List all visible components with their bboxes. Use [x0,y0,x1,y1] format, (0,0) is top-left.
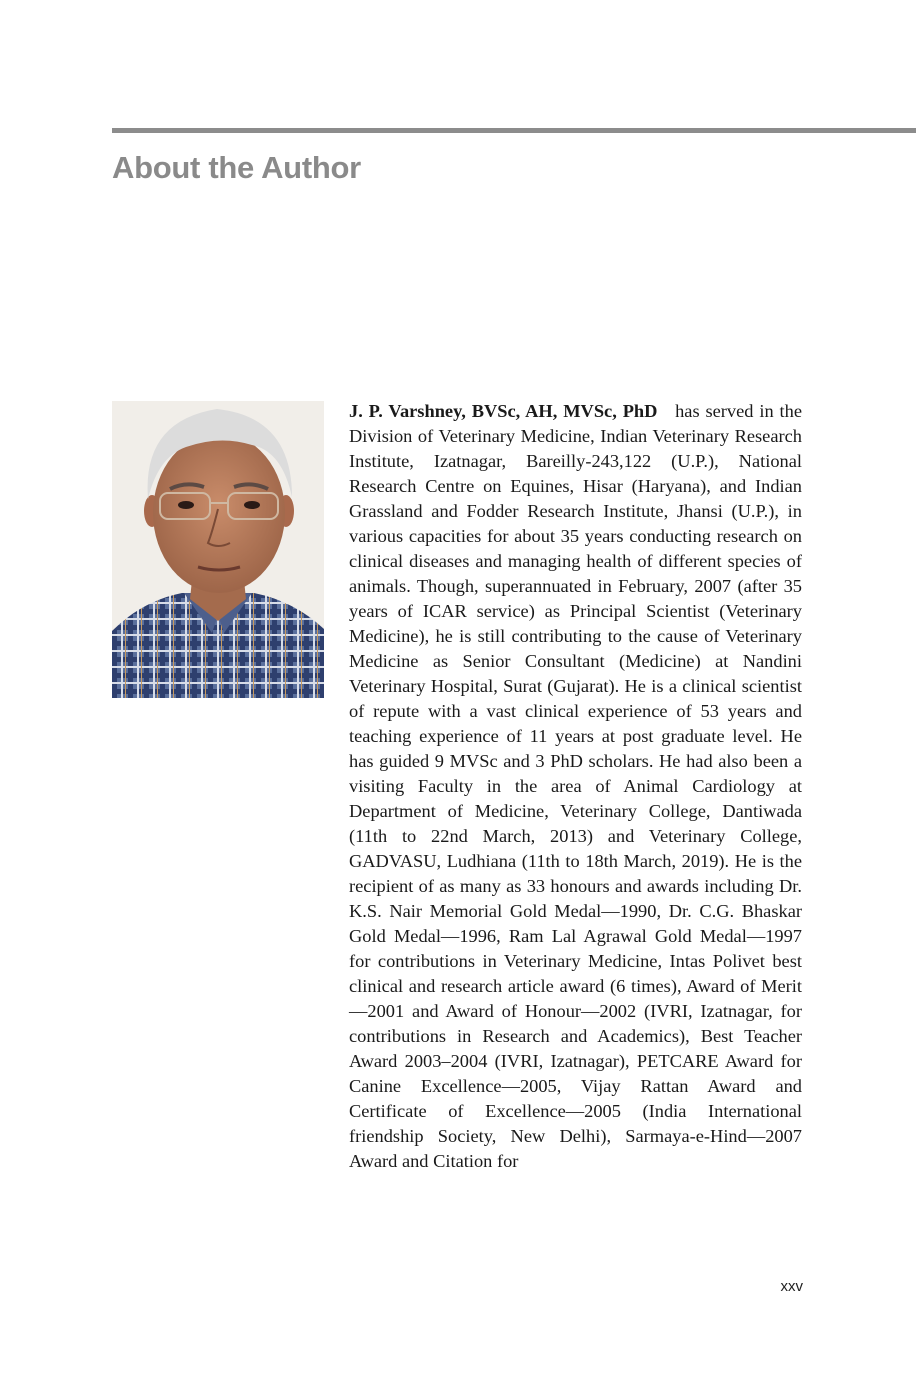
header-rule [112,128,916,133]
author-bio [349,399,802,1174]
page-title: About the Author [112,150,361,185]
page-number: xxv [780,1278,803,1295]
author-bio-text: has served in the Division of Veterinary Medicine, Indian Veterinary Research Institute, Izatnagar, Bareilly-243,122 (U.P.), National Research Centre on Equines, Hisar (Haryana), and Indian Grassland and Fodder Research Institute, Jhansi (U.P.), in various capacities for about 35 years conducting research on clinical diseases and managing health of different species of animals. Though, superannuated in February, 2007 (after 35 years of ICAR service) as Principal Scientist (Veterinary Medicine), he is still contributing to the cause of Veterinary Medicine as Senior Consultant (Medicine) at Nandini Veterinary Hospital, Surat (Gujarat). He is a clinical scientist of repute with a vast clinical experience of 53 years and teaching experience of 11 years at post graduate level. He has guided 9 MVSc and 3 PhD scholars. He had also been a visiting Faculty in the area of Animal Cardiology at Department of Medicine, Veterinary College, Dantiwada (11th to 22nd March, 2013) and Veterinary College, GADVASU, Ludhiana (11th to 18th March, 2019). He is the recipient of as many as 33 honours and awards including Dr. K.S. Nair Memorial Gold Medal—1990, Dr. C.G. Bhaskar Gold Medal—1996, Ram Lal Agrawal Gold Medal—1997 for contributions in Veterinary Medicine, Intas Polivet best clinical and research article award (6 times), Award of Merit—2001 and Award of Honour—2002 (IVRI, Izatnagar, for contributions in Research and Academics), Best Teacher Award 2003–2004 (IVRI, Izatnagar), PETCARE Award for Canine Excellence—2005, Vijay Rattan Award and Certificate of Excellence—2005 (India International friendship Society, New Delhi), Sarmaya-e-Hind—2007 Award and Citation for [349,401,803,1171]
author-photo [112,401,324,698]
author-name: J. P. Varshney, BVSc, AH, MVSc, PhD [349,401,658,421]
